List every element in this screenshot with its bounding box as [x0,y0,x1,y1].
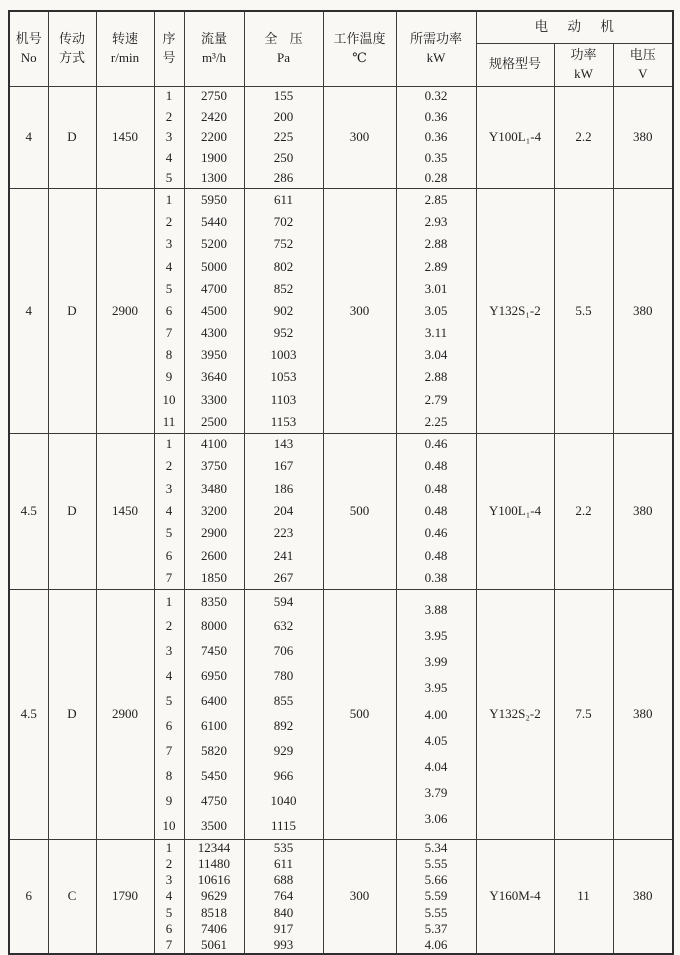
fan-spec-table [8,10,674,955]
flow-cell: 7406 [184,921,244,937]
flow-cell: 3750 [184,455,244,477]
flow-cell: 9629 [184,888,244,904]
header-flow-unit: m³/h [201,49,227,65]
flow-cell: 4700 [184,278,244,300]
header-speed-unit: r/min [110,49,140,65]
pressure-cell: 611 [244,189,323,211]
seq-cell: 6 [154,921,184,937]
table-row [9,589,673,614]
power-value: 3.88 [424,602,448,618]
header-motor-voltage-cn: 电压 [629,46,656,62]
seq-cell: 6 [154,300,184,322]
header-speed [96,11,154,86]
header-required-power [396,11,476,86]
required-power-cell: 3.04 [396,344,476,366]
pressure-cell: 535 [244,839,323,856]
seq-cell: 2 [154,455,184,477]
required-power-cell: 2.25 [396,411,476,433]
required-power-cell: 0.46 [396,433,476,455]
header-machine-no [9,11,48,86]
motor-model-cell: Y132S₂-2 [476,589,554,839]
flow-cell: 2600 [184,545,244,567]
pressure-cell: 200 [244,107,323,128]
flow-cell: 7450 [184,639,244,664]
seq-cell: 10 [154,814,184,839]
machine-no-cell: 4.5 [9,433,48,589]
flow-cell: 1900 [184,148,244,169]
flow-cell: 3950 [184,344,244,366]
pressure-cell: 752 [244,233,323,255]
header-seq [154,11,184,86]
pressure-cell: 764 [244,888,323,904]
seq-cell: 3 [154,127,184,148]
seq-cell: 4 [154,148,184,169]
required-power-cell: 3.11 [396,322,476,344]
flow-cell: 4100 [184,433,244,455]
header-pressure-unit: Pa [277,49,290,65]
seq-cell: 5 [154,905,184,921]
header-drive [48,11,96,86]
motor-power-cell: 2.2 [554,86,613,189]
seq-cell: 2 [154,614,184,639]
motor-power-cell: 11 [554,839,613,954]
seq-cell: 3 [154,478,184,500]
pressure-cell: 1103 [244,389,323,411]
power-value: 3.06 [424,810,448,826]
speed-cell: 1790 [96,839,154,954]
required-power-cell: 5.37 [396,921,476,937]
flow-cell: 5440 [184,211,244,233]
pressure-cell: 1040 [244,789,323,814]
seq-cell: 5 [154,689,184,714]
flow-cell: 4300 [184,322,244,344]
power-value: 3.95 [424,680,448,696]
header-drive-line1: 传动 [58,30,85,46]
flow-cell: 5200 [184,233,244,255]
flow-cell: 6400 [184,689,244,714]
required-power-cell: 0.48 [396,545,476,567]
temp-cell: 300 [323,839,396,954]
motor-voltage-cell: 380 [613,86,673,189]
required-power-cell: 0.36 [396,127,476,148]
motor-model-cell: Y160M-4 [476,839,554,954]
power-value: 3.99 [424,654,448,670]
motor-voltage-cell: 380 [613,433,673,589]
flow-cell: 5000 [184,256,244,278]
table-row [9,839,673,856]
required-power-cell: 2.93 [396,211,476,233]
pressure-cell: 966 [244,764,323,789]
machine-no-cell: 4 [9,189,48,433]
table-body [9,86,673,954]
seq-cell: 10 [154,389,184,411]
pressure-cell: 1115 [244,814,323,839]
drive-mode-cell: D [48,189,96,433]
flow-cell: 2420 [184,107,244,128]
power-value: 3.95 [424,628,448,644]
seq-cell: 3 [154,639,184,664]
flow-cell: 8518 [184,905,244,921]
motor-voltage-cell: 380 [613,589,673,839]
flow-cell: 8000 [184,614,244,639]
header-machine-no-en: No [20,49,37,65]
required-power-cell: 2.85 [396,189,476,211]
machine-no-cell: 4.5 [9,589,48,839]
header-motor-voltage-unit: V [638,65,648,81]
header-machine-no-cn: 机号 [15,30,42,46]
seq-cell: 3 [154,233,184,255]
pressure-cell: 1003 [244,344,323,366]
header-motor-power [554,43,613,86]
seq-cell: 4 [154,888,184,904]
power-value: 4.05 [424,732,448,748]
motor-voltage-cell: 380 [613,189,673,433]
table-row [9,189,673,211]
required-power-cell: 3.01 [396,278,476,300]
required-power-cell: 2.79 [396,389,476,411]
flow-cell: 6100 [184,714,244,739]
flow-cell: 3300 [184,389,244,411]
pressure-cell: 143 [244,433,323,455]
flow-cell: 5950 [184,189,244,211]
speed-cell: 1450 [96,433,154,589]
pressure-cell: 706 [244,639,323,664]
pressure-cell: 155 [244,86,323,107]
header-motor-power-unit: kW [574,65,593,81]
seq-cell: 5 [154,278,184,300]
drive-mode-cell: C [48,839,96,954]
power-value: 3.79 [424,784,448,800]
speed-cell: 2900 [96,589,154,839]
header-drive-line2: 方式 [58,49,85,65]
flow-cell: 3200 [184,500,244,522]
required-power-cell: 0.48 [396,478,476,500]
motor-power-cell: 7.5 [554,589,613,839]
flow-cell: 3500 [184,814,244,839]
pressure-cell: 186 [244,478,323,500]
power-value-list [397,590,476,838]
header-temp-cn: 工作温度 [333,30,386,46]
motor-power-cell: 2.2 [554,433,613,589]
pressure-cell: 241 [244,545,323,567]
seq-cell: 2 [154,107,184,128]
pressure-cell: 892 [244,714,323,739]
required-power-cell: 4.06 [396,937,476,954]
pressure-cell: 852 [244,278,323,300]
pressure-cell: 267 [244,567,323,589]
pressure-cell: 688 [244,872,323,888]
flow-cell: 3480 [184,478,244,500]
header-required-power-unit: kW [426,49,446,65]
required-power-cell: 0.35 [396,148,476,169]
seq-cell: 5 [154,168,184,189]
table-row [9,86,673,107]
temp-cell: 500 [323,589,396,839]
seq-cell: 3 [154,872,184,888]
required-power-cell: 5.66 [396,872,476,888]
header-seq-line1: 序 [162,30,176,46]
pressure-cell: 993 [244,937,323,954]
pressure-cell: 204 [244,500,323,522]
motor-voltage-cell: 380 [613,839,673,954]
seq-cell: 1 [154,433,184,455]
seq-cell: 4 [154,664,184,689]
power-value: 4.04 [424,758,448,774]
flow-cell: 10616 [184,872,244,888]
pressure-cell: 952 [244,322,323,344]
pressure-cell: 902 [244,300,323,322]
pressure-cell: 225 [244,127,323,148]
table-header [9,11,673,86]
header-temp-unit: ℃ [352,49,367,65]
seq-cell: 7 [154,322,184,344]
required-power-cell: 0.38 [396,567,476,589]
header-motor-power-cn: 功率 [570,46,597,62]
pressure-cell: 286 [244,168,323,189]
pressure-cell: 594 [244,589,323,614]
seq-cell: 7 [154,567,184,589]
required-power-cell: 5.59 [396,888,476,904]
header-required-power-cn: 所需功率 [409,30,462,46]
required-power-span-cell [396,589,476,839]
motor-model-cell: Y100L₁-4 [476,86,554,189]
drive-mode-cell: D [48,433,96,589]
table-row [9,433,673,455]
power-value: 4.00 [424,706,448,722]
required-power-cell: 2.88 [396,366,476,388]
pressure-cell: 611 [244,856,323,872]
seq-cell: 6 [154,714,184,739]
pressure-cell: 632 [244,614,323,639]
header-speed-cn: 转速 [111,30,138,46]
pressure-cell: 929 [244,739,323,764]
seq-cell: 2 [154,856,184,872]
motor-model-cell: Y132S₁-2 [476,189,554,433]
header-motor-model: 规格型号 [476,43,554,86]
header-motor-group: 电 动 机 [476,11,673,43]
machine-no-cell: 6 [9,839,48,954]
required-power-cell: 3.05 [396,300,476,322]
temp-cell: 300 [323,86,396,189]
header-pressure [244,11,323,86]
pressure-cell: 917 [244,921,323,937]
flow-cell: 5820 [184,739,244,764]
flow-cell: 4500 [184,300,244,322]
pressure-cell: 1053 [244,366,323,388]
pressure-cell: 702 [244,211,323,233]
motor-power-cell: 5.5 [554,189,613,433]
flow-cell: 2750 [184,86,244,107]
motor-model-cell: Y100L₁-4 [476,433,554,589]
seq-cell: 7 [154,937,184,954]
seq-cell: 1 [154,589,184,614]
flow-cell: 2200 [184,127,244,148]
flow-cell: 4750 [184,789,244,814]
flow-cell: 1300 [184,168,244,189]
required-power-cell: 0.36 [396,107,476,128]
pressure-cell: 1153 [244,411,323,433]
required-power-cell: 0.48 [396,500,476,522]
header-motor-voltage [613,43,673,86]
seq-cell: 11 [154,411,184,433]
seq-cell: 6 [154,545,184,567]
flow-cell: 6950 [184,664,244,689]
pressure-cell: 840 [244,905,323,921]
flow-cell: 5450 [184,764,244,789]
required-power-cell: 0.46 [396,522,476,544]
flow-cell: 3640 [184,366,244,388]
header-flow [184,11,244,86]
seq-cell: 9 [154,789,184,814]
flow-cell: 2500 [184,411,244,433]
required-power-cell: 2.88 [396,233,476,255]
required-power-cell: 5.34 [396,839,476,856]
seq-cell: 4 [154,256,184,278]
required-power-cell: 5.55 [396,905,476,921]
flow-cell: 1850 [184,567,244,589]
flow-cell: 8350 [184,589,244,614]
speed-cell: 2900 [96,189,154,433]
seq-cell: 1 [154,839,184,856]
temp-cell: 500 [323,433,396,589]
seq-cell: 2 [154,211,184,233]
seq-cell: 1 [154,86,184,107]
drive-mode-cell: D [48,589,96,839]
header-flow-cn: 流量 [200,30,227,46]
required-power-cell: 0.32 [396,86,476,107]
required-power-cell: 5.55 [396,856,476,872]
flow-cell: 12344 [184,839,244,856]
machine-no-cell: 4 [9,86,48,189]
flow-cell: 11480 [184,856,244,872]
header-pressure-cn: 全 压 [264,30,303,46]
header-temp [323,11,396,86]
seq-cell: 8 [154,344,184,366]
pressure-cell: 223 [244,522,323,544]
pressure-cell: 167 [244,455,323,477]
header-seq-line2: 号 [162,49,176,65]
pressure-cell: 802 [244,256,323,278]
seq-cell: 8 [154,764,184,789]
pressure-cell: 780 [244,664,323,689]
pressure-cell: 250 [244,148,323,169]
seq-cell: 7 [154,739,184,764]
pressure-cell: 855 [244,689,323,714]
seq-cell: 5 [154,522,184,544]
required-power-cell: 2.89 [396,256,476,278]
seq-cell: 4 [154,500,184,522]
temp-cell: 300 [323,189,396,433]
speed-cell: 1450 [96,86,154,189]
drive-mode-cell: D [48,86,96,189]
seq-cell: 9 [154,366,184,388]
flow-cell: 5061 [184,937,244,954]
required-power-cell: 0.48 [396,455,476,477]
flow-cell: 2900 [184,522,244,544]
required-power-cell: 0.28 [396,168,476,189]
seq-cell: 1 [154,189,184,211]
